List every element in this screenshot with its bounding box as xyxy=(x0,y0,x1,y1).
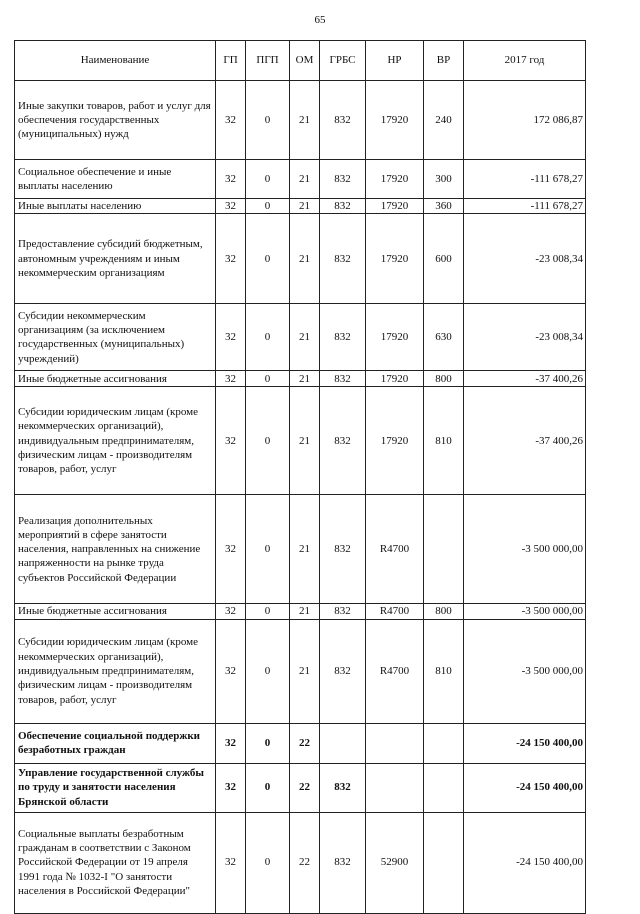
cell-om: 21 xyxy=(290,214,320,304)
cell-np: 17920 xyxy=(366,160,424,199)
cell-amount: -3 500 000,00 xyxy=(464,495,586,604)
cell-np: 17920 xyxy=(366,387,424,495)
cell-vr xyxy=(424,723,464,763)
cell-amount: -111 678,27 xyxy=(464,160,586,199)
cell-vr: 810 xyxy=(424,619,464,723)
cell-vr: 600 xyxy=(424,214,464,304)
cell-vr: 360 xyxy=(424,199,464,214)
page-number: 65 xyxy=(314,14,326,26)
table-row xyxy=(15,304,586,371)
cell-om: 22 xyxy=(290,723,320,763)
cell-name: Субсидии юридическим лицам (кроме некоммерческих организаций), индивидуальным предпринимателям, физическим лицам - производителям товаров, работ, услуг xyxy=(15,619,216,723)
cell-pgp: 0 xyxy=(246,214,290,304)
cell-name: Обеспечение социальной поддержки безработных граждан xyxy=(15,723,216,763)
header-vr: ВР xyxy=(424,41,464,81)
cell-name: Иные выплаты населению xyxy=(15,199,216,214)
cell-gp: 32 xyxy=(216,604,246,619)
cell-np: R4700 xyxy=(366,604,424,619)
budget-table xyxy=(14,40,586,914)
cell-gp: 32 xyxy=(216,495,246,604)
cell-gp: 32 xyxy=(216,387,246,495)
cell-np: 17920 xyxy=(366,214,424,304)
table-row xyxy=(15,81,586,160)
cell-pgp: 0 xyxy=(246,763,290,812)
cell-om: 21 xyxy=(290,619,320,723)
cell-pgp: 0 xyxy=(246,723,290,763)
cell-grbs: 832 xyxy=(320,160,366,199)
cell-amount: -24 150 400,00 xyxy=(464,812,586,913)
cell-grbs: 832 xyxy=(320,304,366,371)
cell-gp: 32 xyxy=(216,81,246,160)
cell-vr: 630 xyxy=(424,304,464,371)
cell-pgp: 0 xyxy=(246,387,290,495)
cell-grbs xyxy=(320,723,366,763)
cell-name: Иные бюджетные ассигнования xyxy=(15,604,216,619)
cell-name: Иные бюджетные ассигнования xyxy=(15,371,216,387)
cell-om: 21 xyxy=(290,81,320,160)
cell-np: R4700 xyxy=(366,619,424,723)
cell-grbs: 832 xyxy=(320,812,366,913)
cell-amount: -3 500 000,00 xyxy=(464,604,586,619)
cell-amount: -24 150 400,00 xyxy=(464,723,586,763)
cell-om: 21 xyxy=(290,495,320,604)
table-row xyxy=(15,604,586,619)
table-body xyxy=(15,81,586,914)
header-om: ОМ xyxy=(290,41,320,81)
cell-om: 21 xyxy=(290,160,320,199)
cell-np xyxy=(366,763,424,812)
table-row xyxy=(15,723,586,763)
cell-grbs: 832 xyxy=(320,81,366,160)
table-row xyxy=(15,619,586,723)
cell-om: 22 xyxy=(290,763,320,812)
cell-name: Предоставление субсидий бюджетным, автономным учреждениям и иным некоммерческим организациям xyxy=(15,214,216,304)
cell-np xyxy=(366,723,424,763)
cell-name: Субсидии некоммерческим организациям (за исключением государственных (муниципальных) учреждений) xyxy=(15,304,216,371)
cell-np: 17920 xyxy=(366,81,424,160)
cell-grbs: 832 xyxy=(320,763,366,812)
table-row xyxy=(15,160,586,199)
cell-vr: 800 xyxy=(424,371,464,387)
cell-grbs: 832 xyxy=(320,214,366,304)
header-np: НР xyxy=(366,41,424,81)
header-pgp: ПГП xyxy=(246,41,290,81)
cell-grbs: 832 xyxy=(320,604,366,619)
cell-vr: 800 xyxy=(424,604,464,619)
cell-amount: -37 400,26 xyxy=(464,371,586,387)
cell-name: Иные закупки товаров, работ и услуг для обеспечения государственных (муниципальных) нужд xyxy=(15,81,216,160)
cell-amount: -111 678,27 xyxy=(464,199,586,214)
cell-amount: -23 008,34 xyxy=(464,304,586,371)
cell-gp: 32 xyxy=(216,371,246,387)
cell-om: 21 xyxy=(290,371,320,387)
cell-vr xyxy=(424,763,464,812)
table-row xyxy=(15,214,586,304)
table-row xyxy=(15,387,586,495)
cell-name: Управление государственной службы по труду и занятости населения Брянской области xyxy=(15,763,216,812)
header-name: Наименование xyxy=(15,41,216,81)
cell-grbs: 832 xyxy=(320,371,366,387)
cell-np: 17920 xyxy=(366,199,424,214)
cell-pgp: 0 xyxy=(246,604,290,619)
cell-om: 22 xyxy=(290,812,320,913)
cell-pgp: 0 xyxy=(246,619,290,723)
cell-pgp: 0 xyxy=(246,199,290,214)
cell-om: 21 xyxy=(290,387,320,495)
cell-amount: 172 086,87 xyxy=(464,81,586,160)
table-row xyxy=(15,371,586,387)
cell-name: Субсидии юридическим лицам (кроме некоммерческих организаций), индивидуальным предпринимателям, физическим лицам - производителям товаров, работ, услуг xyxy=(15,387,216,495)
header-grbs: ГРБС xyxy=(320,41,366,81)
cell-pgp: 0 xyxy=(246,160,290,199)
cell-grbs: 832 xyxy=(320,199,366,214)
table-row xyxy=(15,199,586,214)
cell-om: 21 xyxy=(290,304,320,371)
cell-pgp: 0 xyxy=(246,495,290,604)
cell-name: Социальное обеспечение и иные выплаты населению xyxy=(15,160,216,199)
cell-grbs: 832 xyxy=(320,387,366,495)
cell-name: Социальные выплаты безработным гражданам в соответствии с Законом Российской Федерации от 19 апреля 1991 года № 1032-I "О занятости населения в Российской Федерации" xyxy=(15,812,216,913)
cell-np: 52900 xyxy=(366,812,424,913)
cell-gp: 32 xyxy=(216,214,246,304)
cell-amount: -37 400,26 xyxy=(464,387,586,495)
table-row xyxy=(15,812,586,913)
cell-gp: 32 xyxy=(216,160,246,199)
cell-vr: 300 xyxy=(424,160,464,199)
cell-np: 17920 xyxy=(366,371,424,387)
cell-vr: 810 xyxy=(424,387,464,495)
table-row xyxy=(15,763,586,812)
cell-pgp: 0 xyxy=(246,304,290,371)
cell-amount: -23 008,34 xyxy=(464,214,586,304)
cell-grbs: 832 xyxy=(320,495,366,604)
table-header xyxy=(15,41,586,81)
cell-vr xyxy=(424,495,464,604)
cell-np: 17920 xyxy=(366,304,424,371)
cell-name: Реализация дополнительных мероприятий в сфере занятости населения, направленных на снижение напряженности на рынке труда субъектов Российской Федерации xyxy=(15,495,216,604)
cell-amount: -3 500 000,00 xyxy=(464,619,586,723)
table-row xyxy=(15,495,586,604)
header-gp: ГП xyxy=(216,41,246,81)
cell-pgp: 0 xyxy=(246,371,290,387)
cell-vr: 240 xyxy=(424,81,464,160)
cell-gp: 32 xyxy=(216,723,246,763)
header-row xyxy=(15,41,586,81)
cell-amount: -24 150 400,00 xyxy=(464,763,586,812)
cell-om: 21 xyxy=(290,199,320,214)
cell-grbs: 832 xyxy=(320,619,366,723)
cell-gp: 32 xyxy=(216,304,246,371)
cell-gp: 32 xyxy=(216,763,246,812)
cell-pgp: 0 xyxy=(246,812,290,913)
cell-om: 21 xyxy=(290,604,320,619)
cell-vr xyxy=(424,812,464,913)
cell-gp: 32 xyxy=(216,199,246,214)
cell-np: R4700 xyxy=(366,495,424,604)
cell-pgp: 0 xyxy=(246,81,290,160)
cell-gp: 32 xyxy=(216,619,246,723)
header-amount: 2017 год xyxy=(464,41,586,81)
cell-gp: 32 xyxy=(216,812,246,913)
